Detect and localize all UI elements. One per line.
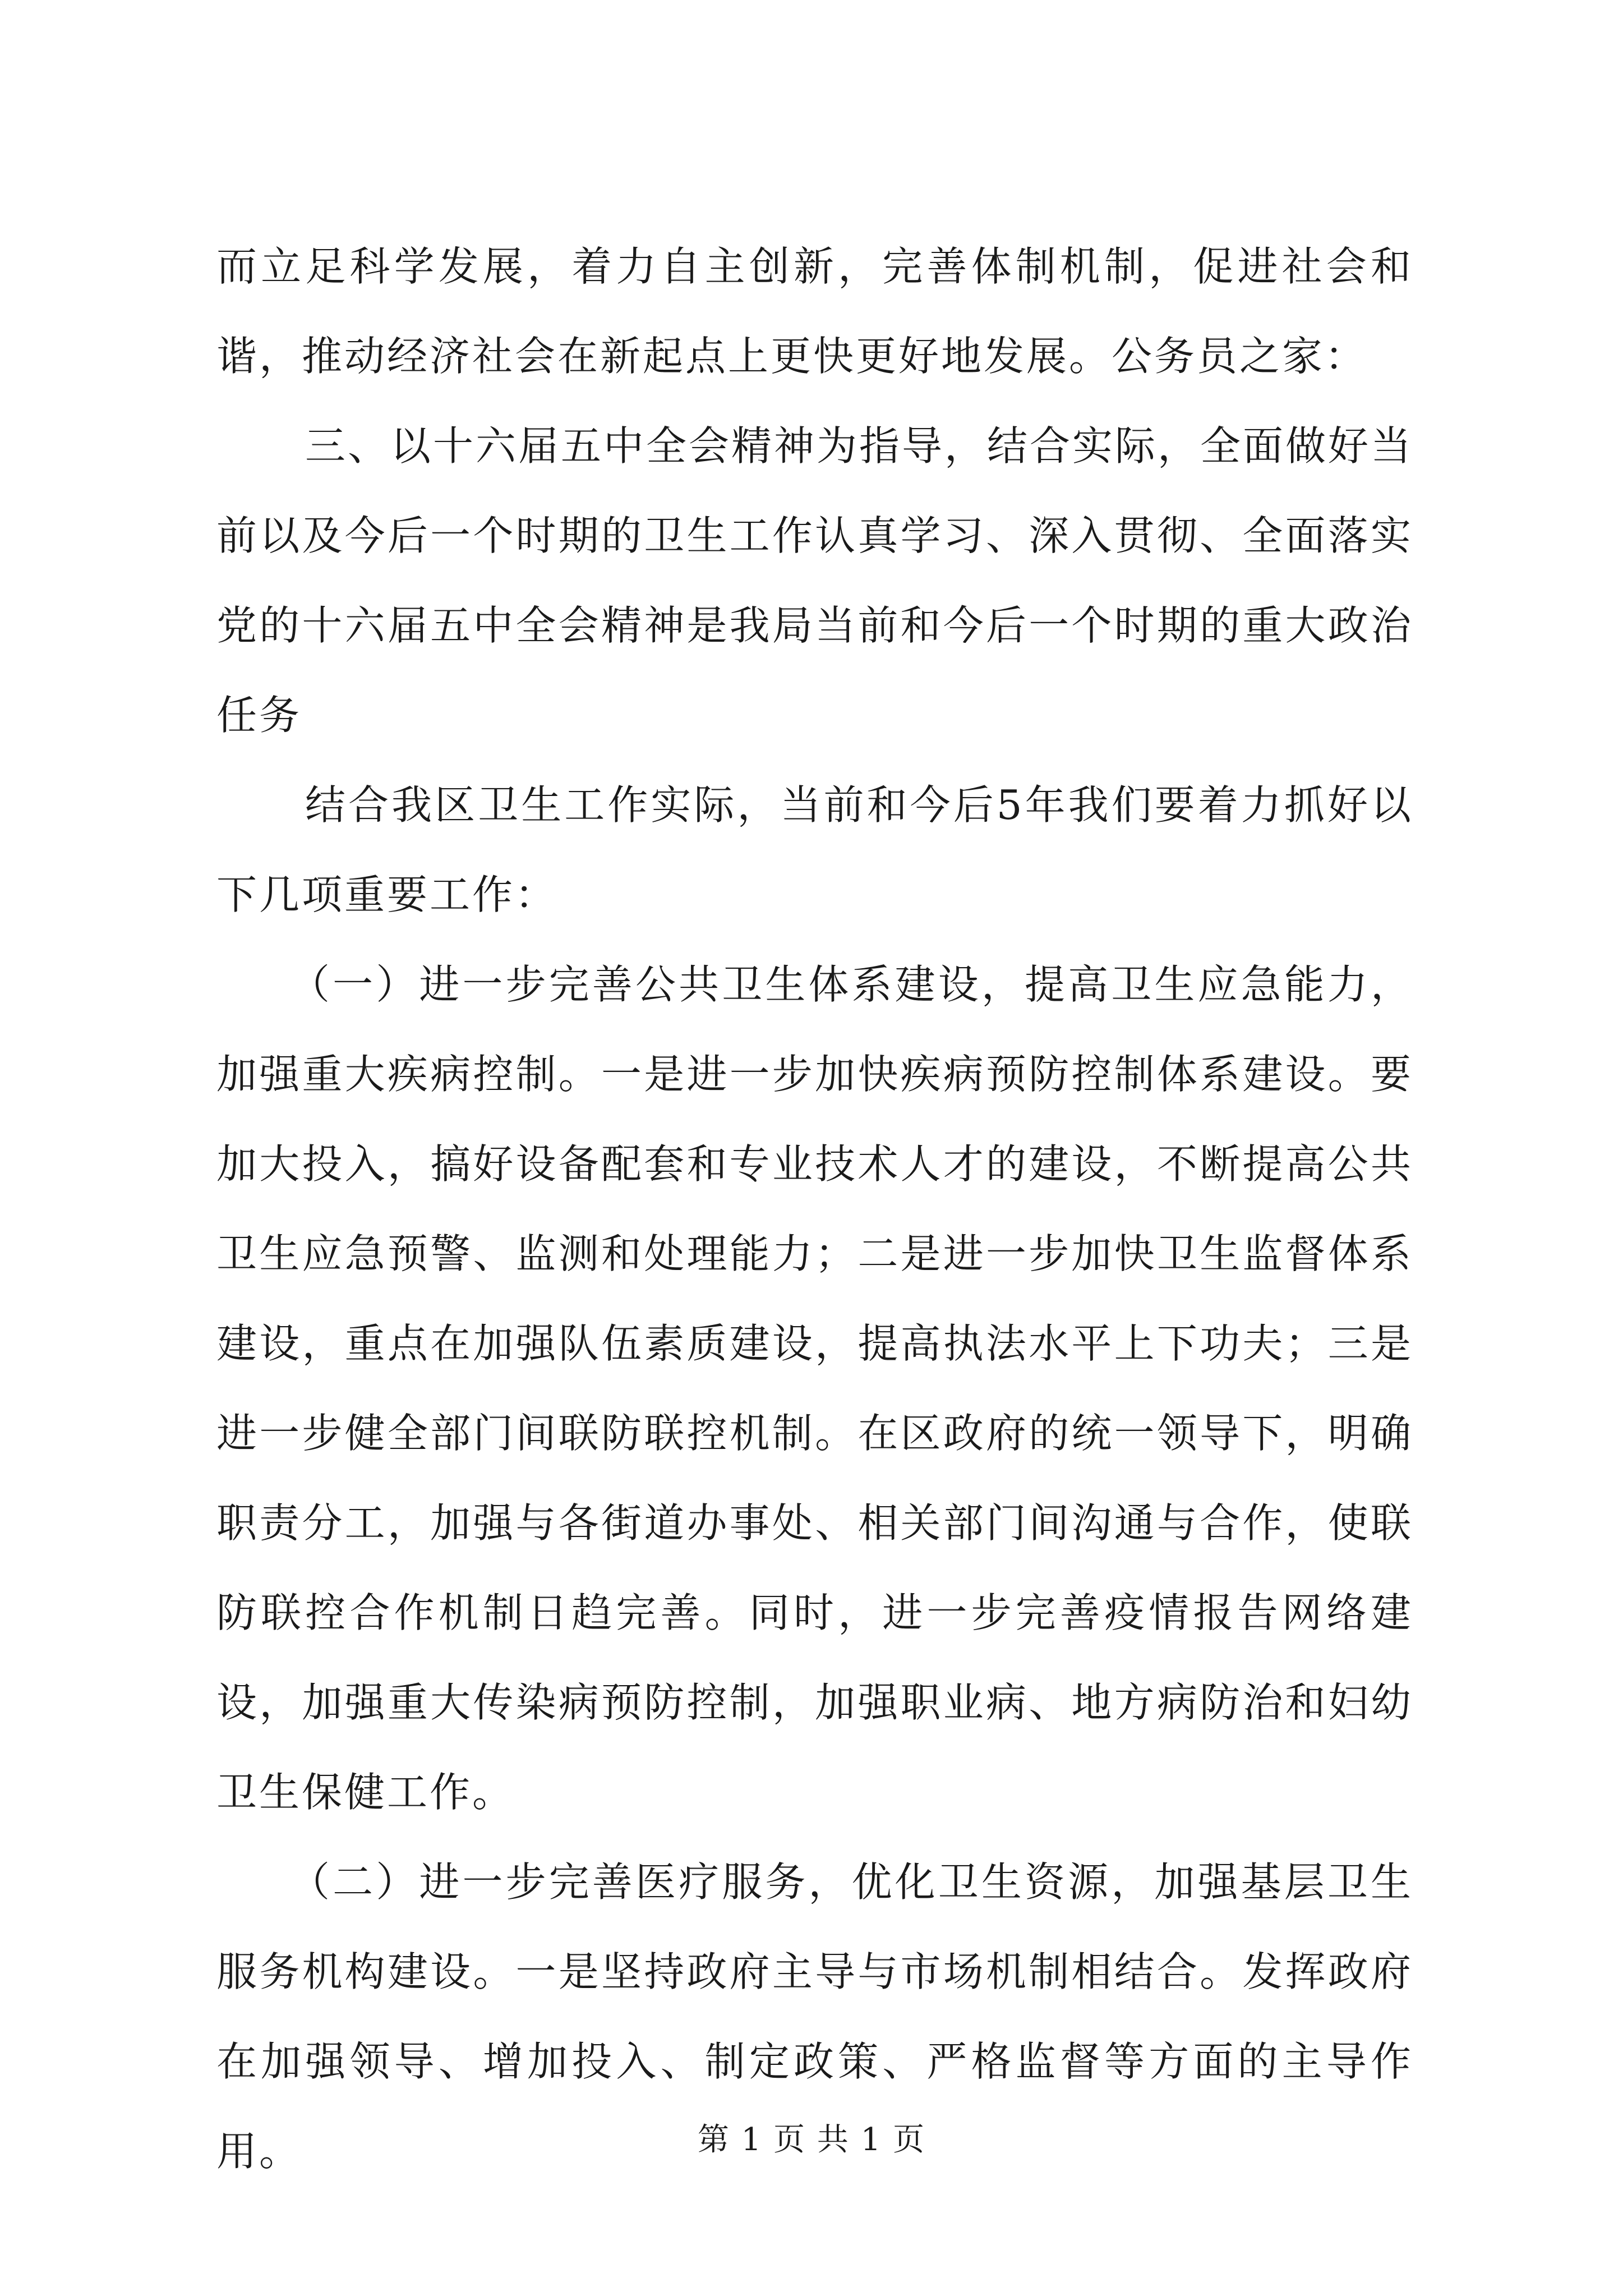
page-footer: 第 1 页 共 1 页	[697, 2122, 926, 2158]
document-body	[216, 222, 1413, 2196]
paragraph-item-two: （二）进一步完善医疗服务，优化卫生资源，加强基层卫生服务机构建设。一是坚持政府主导与市场机制相结合。发挥政府在加强领导、增加投入、制定政策、严格监督等方面的主导作用。	[216, 1858, 1413, 2175]
paragraph-section-three: 三、以十六届五中全会精神为指导，结合实际，全面做好当前以及今后一个时期的卫生工作认真学习、深入贯彻、全面落实党的十六届五中全会精神是我局当前和今后一个时期的重大政治任务	[216, 422, 1414, 739]
paragraph-continuation: 而立足科学发展，着力自主创新，完善体制机制，促进社会和谐，推动经济社会在新起点上更快更好地发展。公务员之家：	[216, 243, 1413, 380]
paragraph-item-one: （一）进一步完善公共卫生体系建设，提高卫生应急能力，加强重大疾病控制。一是进一步加快疾病预防控制体系建设。要加大投入，搞好设备配套和专业技术人才的建设，不断提高公共卫生应急预警、监测和处理能力；二是进一步加快卫生监督体系建设，重点在加强队伍素质建设，提高执法水平上下功夫；三是进一步健全部门间联防联控机制。在区政府的统一领导下，明确职责分工，加强与各街道办事处、相关部门间沟通与合作，使联防联控合作机制日趋完善。同时，进一步完善疫情报告网络建设，加强重大传染病预防控制，加强职业病、地方病防治和妇幼卫生保健工作。	[216, 961, 1413, 1816]
paragraph-intro-tasks: 结合我区卫生工作实际，当前和今后5年我们要着力抓好以下几项重要工作：	[216, 781, 1413, 918]
